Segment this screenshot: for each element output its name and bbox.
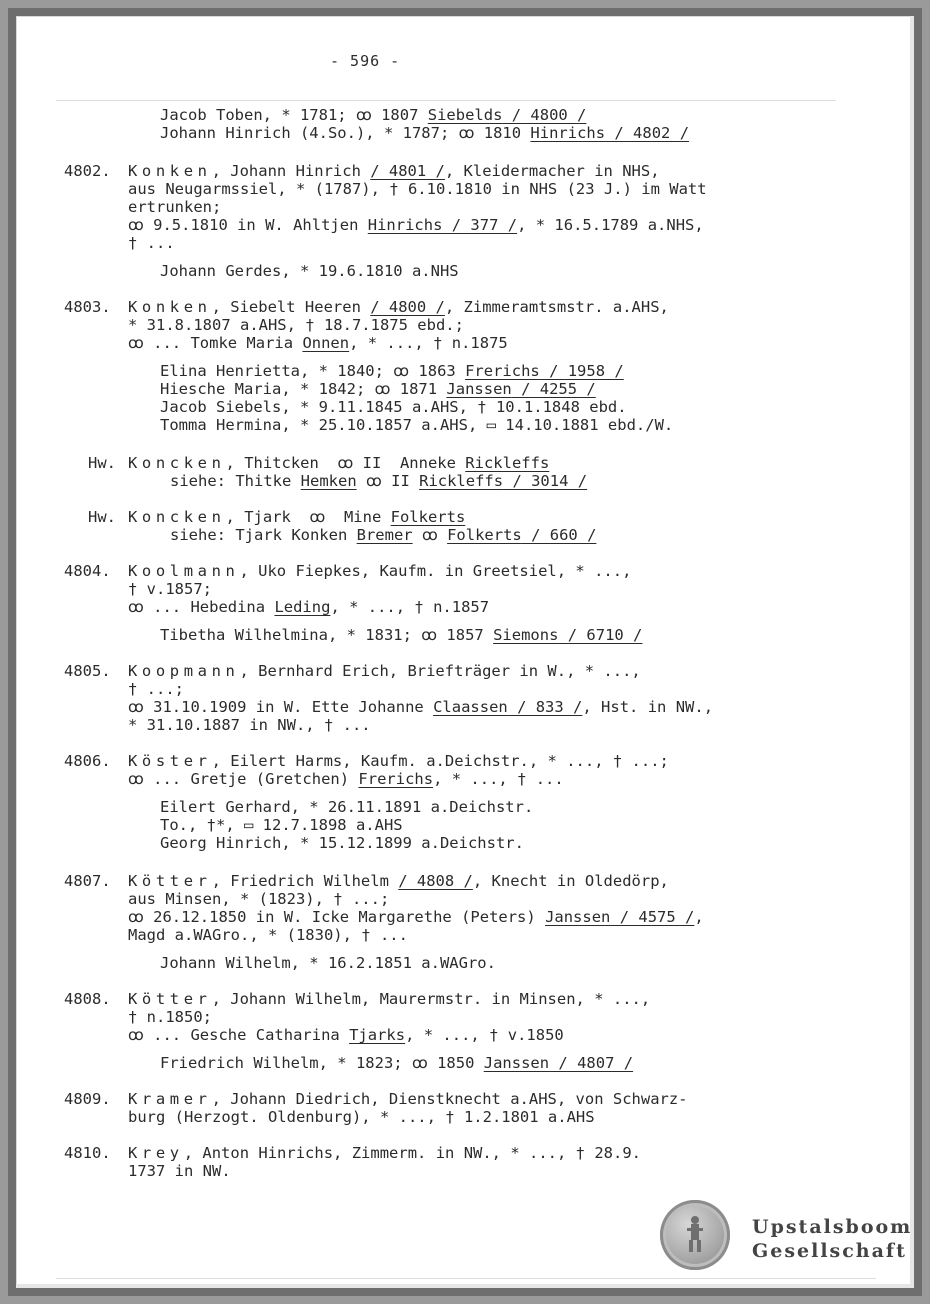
seal-icon bbox=[660, 1200, 730, 1270]
entry-surname: Koolmann bbox=[128, 562, 240, 580]
entry-line: Konken, Johann Hinrich / 4801 /, Kleidermacher in NHS, bbox=[128, 162, 660, 180]
entry-number: 4805. bbox=[64, 662, 111, 680]
entry-line: Magd a.WAGro., * (1830), † ... bbox=[128, 926, 408, 944]
entry-number: 4810. bbox=[64, 1144, 111, 1162]
entry-line: Kötter, Johann Wilhelm, Maurermstr. in Minsen, * ..., bbox=[128, 990, 651, 1008]
child-line: Georg Hinrich, * 15.12.1899 a.Deichstr. bbox=[160, 834, 524, 852]
entry-number: 4802. bbox=[64, 162, 111, 180]
child-line: Jacob Siebels, * 9.11.1845 a.AHS, † 10.1.1848 ebd. bbox=[160, 398, 627, 416]
child-line: Eilert Gerhard, * 26.11.1891 a.Deichstr. bbox=[160, 798, 534, 816]
seal-figure-icon bbox=[683, 1214, 707, 1254]
entry-line: aus Minsen, * (1823), † ...; bbox=[128, 890, 390, 908]
entry-line: * 31.8.1807 a.AHS, † 18.7.1875 ebd.; bbox=[128, 316, 464, 334]
entry-line: ꝏ ... Hebedina Leding, * ..., † n.1857 bbox=[128, 598, 490, 616]
logo-text-line2: Gesellschaft bbox=[752, 1240, 907, 1262]
upstalsboom-logo bbox=[660, 1200, 913, 1272]
entry-line: Koolmann, Uko Fiepkes, Kaufm. in Greetsiel, * ..., bbox=[128, 562, 632, 580]
entry-surname: Krey bbox=[128, 1144, 184, 1162]
scan-artifact-line bbox=[56, 1278, 876, 1279]
entry-line: aus Neugarmssiel, * (1787), † 6.10.1810 in NHS (23 J.) im Watt bbox=[128, 180, 707, 198]
entry-line: † ... bbox=[128, 234, 175, 252]
page-number: - 596 - bbox=[330, 52, 401, 70]
entry-line: siehe: Thitke Hemken ꝏ II Rickleffs / 3014 / bbox=[170, 472, 588, 490]
child-line: Elina Henrietta, * 1840; ꝏ 1863 Frerichs / 1958 / bbox=[160, 362, 624, 380]
entry-line: Koopmann, Bernhard Erich, Briefträger in W., * ..., bbox=[128, 662, 641, 680]
entry-surname: Koncken bbox=[128, 508, 226, 526]
child-line: Tomma Hermina, * 25.10.1857 a.AHS, ▭ 14.10.1881 ebd./W. bbox=[160, 416, 674, 434]
child-line: Johann Gerdes, * 19.6.1810 a.NHS bbox=[160, 262, 459, 280]
entry-number: Hw. bbox=[88, 454, 116, 472]
entry-line: † n.1850; bbox=[128, 1008, 212, 1026]
logo-text-line1: Upstalsboom bbox=[752, 1216, 913, 1238]
entry-number: 4809. bbox=[64, 1090, 111, 1108]
scan-artifact-line bbox=[56, 100, 836, 101]
entry-line: ꝏ 26.12.1850 in W. Icke Margarethe (Peters) Janssen / 4575 /, bbox=[128, 908, 704, 926]
child-line: Johann Hinrich (4.So.), * 1787; ꝏ 1810 Hinrichs / 4802 / bbox=[160, 124, 690, 142]
entry-surname: Kötter bbox=[128, 990, 212, 1008]
entry-line: Krey, Anton Hinrichs, Zimmerm. in NW., * ..., † 28.9. bbox=[128, 1144, 641, 1162]
entry-line: Kötter, Friedrich Wilhelm / 4808 /, Knecht in Oldedörp, bbox=[128, 872, 669, 890]
entry-number: 4808. bbox=[64, 990, 111, 1008]
entry-number: 4804. bbox=[64, 562, 111, 580]
entry-number: 4807. bbox=[64, 872, 111, 890]
entry-number: 4806. bbox=[64, 752, 111, 770]
entry-surname: Koopmann bbox=[128, 662, 240, 680]
entry-line: ꝏ ... Gretje (Gretchen) Frerichs, * ..., † ... bbox=[128, 770, 564, 788]
entry-line: Koncken, Thitcken ꝏ II Anneke Rickleffs bbox=[128, 454, 550, 472]
entry-line: ꝏ 9.5.1810 in W. Ahltjen Hinrichs / 377 /, * 16.5.1789 a.NHS, bbox=[128, 216, 704, 234]
child-line: Friedrich Wilhelm, * 1823; ꝏ 1850 Janssen / 4807 / bbox=[160, 1054, 634, 1072]
entry-line: † ...; bbox=[128, 680, 184, 698]
entry-line: Koncken, Tjark ꝏ Mine Folkerts bbox=[128, 508, 466, 526]
entry-line: burg (Herzogt. Oldenburg), * ..., † 1.2.1801 a.AHS bbox=[128, 1108, 595, 1126]
entry-line: Konken, Siebelt Heeren / 4800 /, Zimmeramtsmstr. a.AHS, bbox=[128, 298, 669, 316]
child-line: Johann Wilhelm, * 16.2.1851 a.WAGro. bbox=[160, 954, 496, 972]
child-line: Tibetha Wilhelmina, * 1831; ꝏ 1857 Siemons / 6710 / bbox=[160, 626, 643, 644]
entry-surname: Kramer bbox=[128, 1090, 212, 1108]
entry-surname: Konken bbox=[128, 162, 212, 180]
entry-line: Köster, Eilert Harms, Kaufm. a.Deichstr., * ..., † ...; bbox=[128, 752, 669, 770]
entry-number: Hw. bbox=[88, 508, 116, 526]
entry-surname: Köster bbox=[128, 752, 212, 770]
entry-surname: Kötter bbox=[128, 872, 212, 890]
child-line: Jacob Toben, * 1781; ꝏ 1807 Siebelds / 4800 / bbox=[160, 106, 587, 124]
entry-line: Kramer, Johann Diedrich, Dienstknecht a.AHS, von Schwarz- bbox=[128, 1090, 688, 1108]
child-line: Hiesche Maria, * 1842; ꝏ 1871 Janssen / 4255 / bbox=[160, 380, 596, 398]
entry-number: 4803. bbox=[64, 298, 111, 316]
entry-line: siehe: Tjark Konken Bremer ꝏ Folkerts / 660 / bbox=[170, 526, 597, 544]
entry-line: * 31.10.1887 in NW., † ... bbox=[128, 716, 371, 734]
entry-line: † v.1857; bbox=[128, 580, 212, 598]
entry-line: ꝏ ... Tomke Maria Onnen, * ..., † n.1875 bbox=[128, 334, 508, 352]
entry-line: ertrunken; bbox=[128, 198, 222, 216]
entry-line: ꝏ 31.10.1909 in W. Ette Johanne Claassen / 833 /, Hst. in NW., bbox=[128, 698, 714, 716]
entry-surname: Koncken bbox=[128, 454, 226, 472]
entry-line: 1737 in NW. bbox=[128, 1162, 231, 1180]
entry-surname: Konken bbox=[128, 298, 212, 316]
child-line: To., †*, ▭ 12.7.1898 a.AHS bbox=[160, 816, 403, 834]
entry-line: ꝏ ... Gesche Catharina Tjarks, * ..., † v.1850 bbox=[128, 1026, 564, 1044]
